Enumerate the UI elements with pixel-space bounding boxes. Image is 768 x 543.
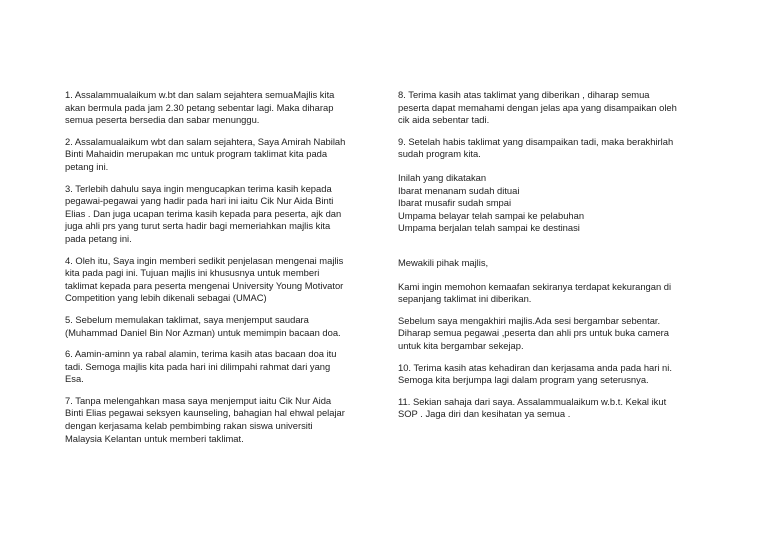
closing-verse — [398, 172, 708, 235]
paragraph-7: 7. Tanpa melengahkan masa saya menjemput iaitu Cik Nur Aida Binti Elias pegawai seksyen kaunseling, bahagian hal ehwal pelajar dengan kerjasama kelab pembimbing rakan siswa universiti Malaysia Kelantan untuk memberi taklimat. — [65, 394, 345, 444]
verse-line: Umpama berjalan telah sampai ke destinasi — [398, 222, 580, 234]
paragraph-9: 9. Setelah habis taklimat yang disampaikan tadi, maka berakhirlah sudah program kita. — [398, 135, 674, 160]
paragraph-11: 11. Sekian sahaja dari saya. Assalammualaikum w.b.t. Kekal ikut SOP . Jaga diri dan kesihatan ya semua . — [398, 395, 667, 420]
paragraph-6: 6. Aamin-aminn ya rabal alamin, terima kasih atas bacaan doa itu tadi. Semoga majlis kita pada hari ini dilimpahi rahmat dari yang Esa. — [65, 348, 337, 385]
paragraph-3: 3. Terlebih dahulu saya ingin mengucapkan terima kasih kepada pegawai-pegawai yang hadir pada hari ini iaitu Cik Nur Aida Binti Elias . Dan juga ucapan terima kasih kepada para peserta, ajk dan juga ahli prs yang turut serta hadir bagi memeriahkan majlis kita pada petang ini. — [65, 182, 342, 244]
paragraph-2: 2. Assalamualaikum wbt dan salam sejahtera, Saya Amirah Nabilah Binti Mahaidin merupakan mc untuk program taklimat kita pada petang ini. — [65, 135, 346, 172]
photo-session-paragraph: Sebelum saya mengakhiri majlis.Ada sesi bergambar sebentar. Diharap semua pegawai ,peserta dan ahli prs untuk buka camera untuk kita bergambar sekejap. — [398, 314, 669, 351]
right-column — [398, 89, 708, 430]
verse-line: Inilah yang dikatakan — [398, 171, 487, 183]
apology-paragraph: Kami ingin memohon kemaafan sekiranya terdapat kekurangan di sepanjang taklimat ini diberikan. — [398, 280, 672, 305]
paragraph-1: 1. Assalammualaikum w.bt dan salam sejahtera semuaMajlis kita akan bermula pada jam 2.30 petang sebentar lagi. Maka diharap semua peserta bersedia dan sabar menunggu. — [65, 89, 335, 126]
verse-line: Umpama belayar telah sampai ke pelabuhan — [398, 209, 585, 221]
paragraph-5: 5. Sebelum memulakan taklimat, saya menjemput saudara (Muhammad Daniel Bin Nor Azman) untuk memimpin bacaan doa. — [65, 313, 341, 338]
verse-line: Ibarat menanam sudah dituai — [398, 184, 520, 196]
representing-line: Mewakili pihak majlis, — [398, 256, 489, 268]
left-column — [65, 89, 365, 454]
paragraph-4: 4. Oleh itu, Saya ingin memberi sedikit penjelasan mengenai majlis kita pada pagi ini. Tujuan majlis ini khususnya untuk memberi taklimat kepada para peserta mengenai University Young Motivator Competition yang lebih dikenali sebagai (UMAC) — [65, 254, 344, 304]
verse-line: Ibarat musafir sudah smpai — [398, 197, 512, 209]
paragraph-10: 10. Terima kasih atas kehadiran dan kerjasama anda pada hari ni. Semoga kita berjumpa lagi dalam program yang seterusnya. — [398, 361, 672, 386]
paragraph-8: 8. Terima kasih atas taklimat yang diberikan , diharap semua peserta dapat memahami dengan jelas apa yang disampaikan oleh cik aida sebentar tadi. — [398, 89, 677, 126]
